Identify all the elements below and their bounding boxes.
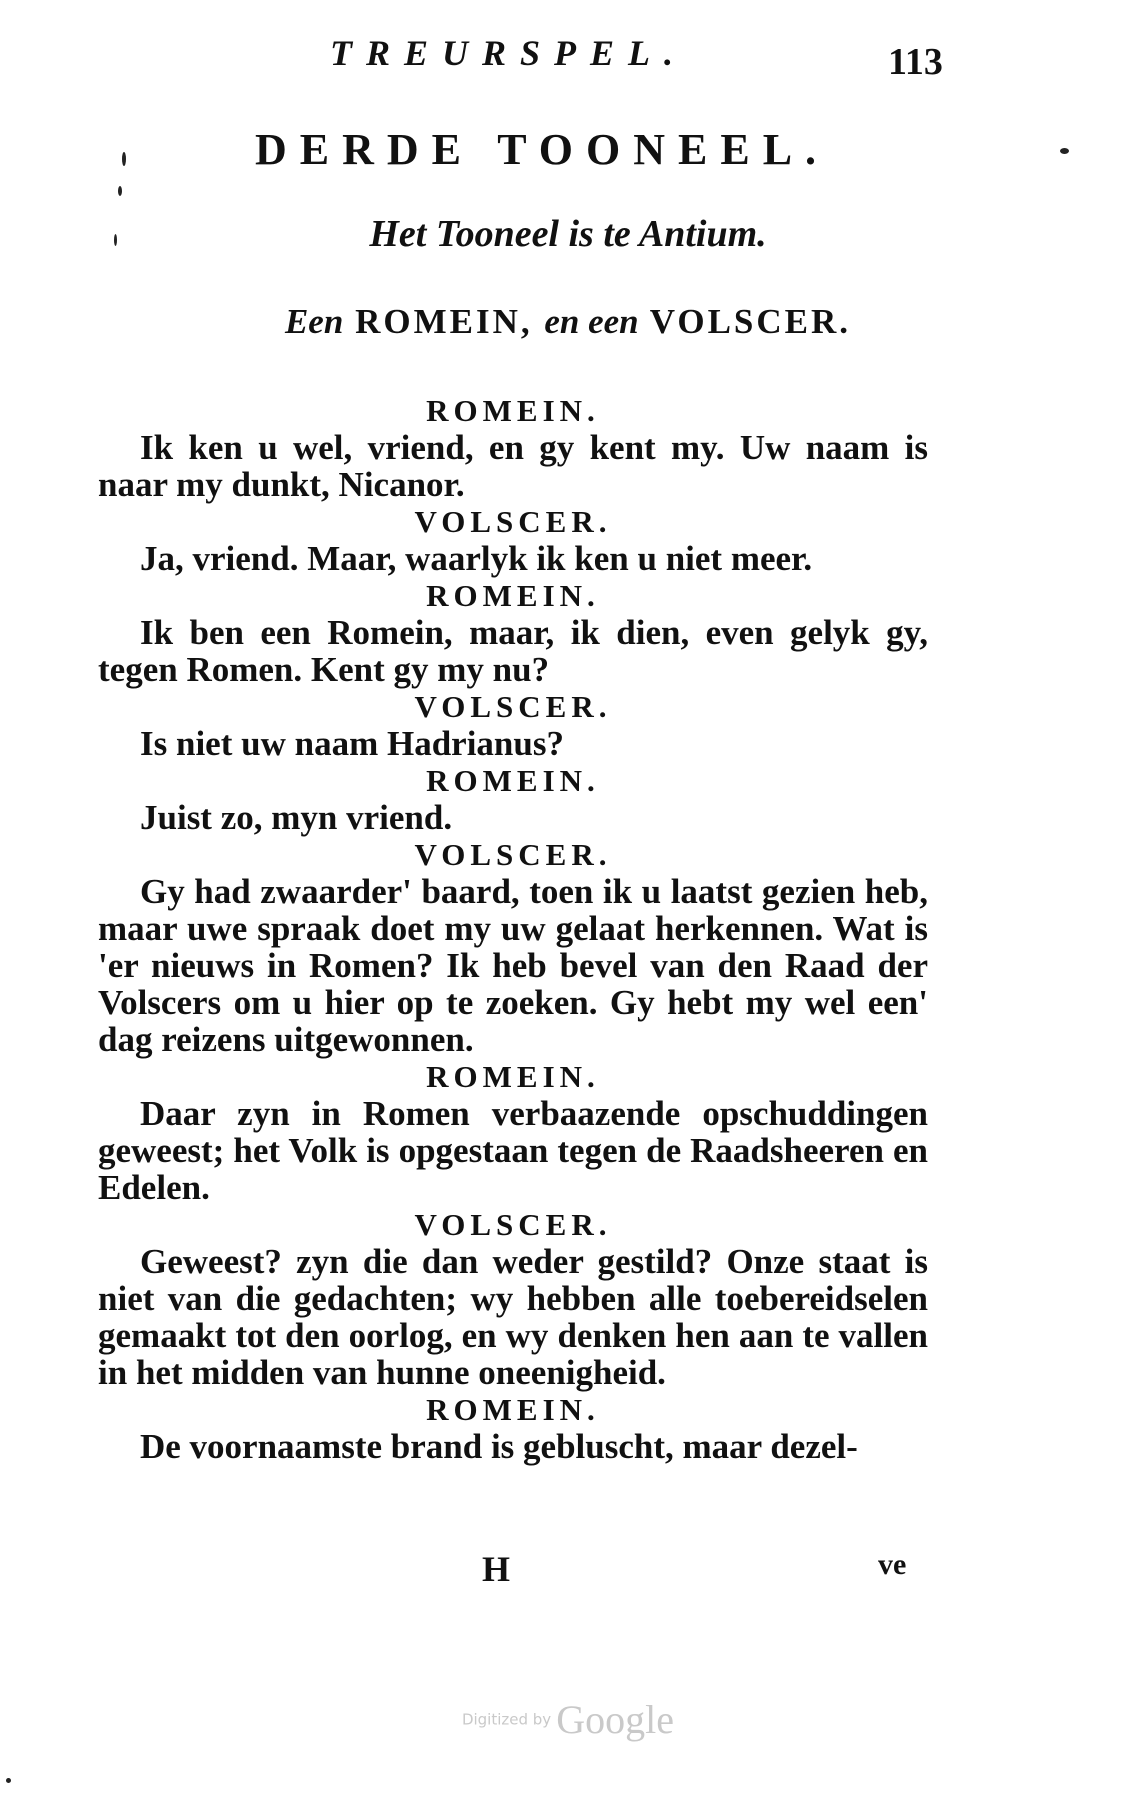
speech-text: Ja, vriend. Maar, waarlyk ik ken u niet meer. xyxy=(140,539,813,578)
speech-text: Gy had zwaarder' baard, toen ik u laatst gezien heb, maar uwe spraak doet my uw gelaat herkennen. Wat is 'er nieuws in Romen? Ik heb bevel van den Raad der Volscers om u hier op te zoeken. Gy hebt my wel een' dag reizens uitgewonnen. xyxy=(98,872,928,1059)
speech-text: Ik ben een Romein, maar, ik dien, even gelyk gy, tegen Romen. Kent gy my nu? xyxy=(98,613,928,689)
speaker-label: ROMEIN. xyxy=(426,393,600,428)
character-conjunction: en een xyxy=(544,302,639,341)
signature-mark: H xyxy=(482,1549,511,1589)
character-list xyxy=(0,302,1136,342)
speaker-label: VOLSCER. xyxy=(414,504,612,539)
speaker-label: VOLSCER. xyxy=(414,689,612,724)
speaker-label: ROMEIN. xyxy=(426,1059,600,1094)
scene-setting: Het Tooneel is te Antium. xyxy=(369,213,767,255)
scene-title: DERDE TOONEEL. xyxy=(255,125,830,174)
digitized-watermark xyxy=(0,1696,1136,1743)
watermark-caption: Digitized by xyxy=(461,1710,552,1729)
print-speck xyxy=(122,152,126,166)
speaker-label: ROMEIN. xyxy=(426,578,600,613)
dialogue xyxy=(98,392,928,1465)
speech-text: Is niet uw naam Hadrianus? xyxy=(140,724,564,763)
speaker-label: ROMEIN. xyxy=(426,1392,600,1427)
print-speck xyxy=(6,1778,11,1783)
character-romein: ROMEIN, xyxy=(355,302,533,341)
speaker-label: VOLSCER. xyxy=(414,837,612,872)
character-prefix: Een xyxy=(284,302,344,341)
speech-text: De voornaamste brand is gebluscht, maar dezel- xyxy=(140,1427,858,1466)
print-speck xyxy=(114,234,117,246)
page-number: 113 xyxy=(888,41,943,83)
character-volscer: VOLSCER. xyxy=(649,302,852,341)
speech-text: Geweest? zyn die dan weder gestild? Onze staat is niet van die gedachten; wy hebben alle toebereidselen gemaakt tot den oorlog, en wy denken hen aan te vallen in het midden van hunne oneenigheid. xyxy=(98,1242,928,1392)
speech-text: Ik ken u wel, vriend, en gy kent my. Uw naam is naar my dunkt, Nicanor. xyxy=(98,428,928,504)
speaker-label: VOLSCER. xyxy=(414,1207,612,1242)
watermark-brand: Google xyxy=(556,1697,675,1742)
print-speck xyxy=(1060,148,1069,154)
speech-text: Daar zyn in Romen verbaazende opschuddingen geweest; het Volk is opgestaan tegen de Raadsheeren en Edelen. xyxy=(98,1094,928,1207)
speech-text: Juist zo, myn vriend. xyxy=(140,798,453,837)
speaker-label: ROMEIN. xyxy=(426,763,600,798)
running-head: TREURSPEL. xyxy=(330,33,688,73)
catchword: ve xyxy=(878,1548,907,1581)
print-speck xyxy=(118,186,122,196)
